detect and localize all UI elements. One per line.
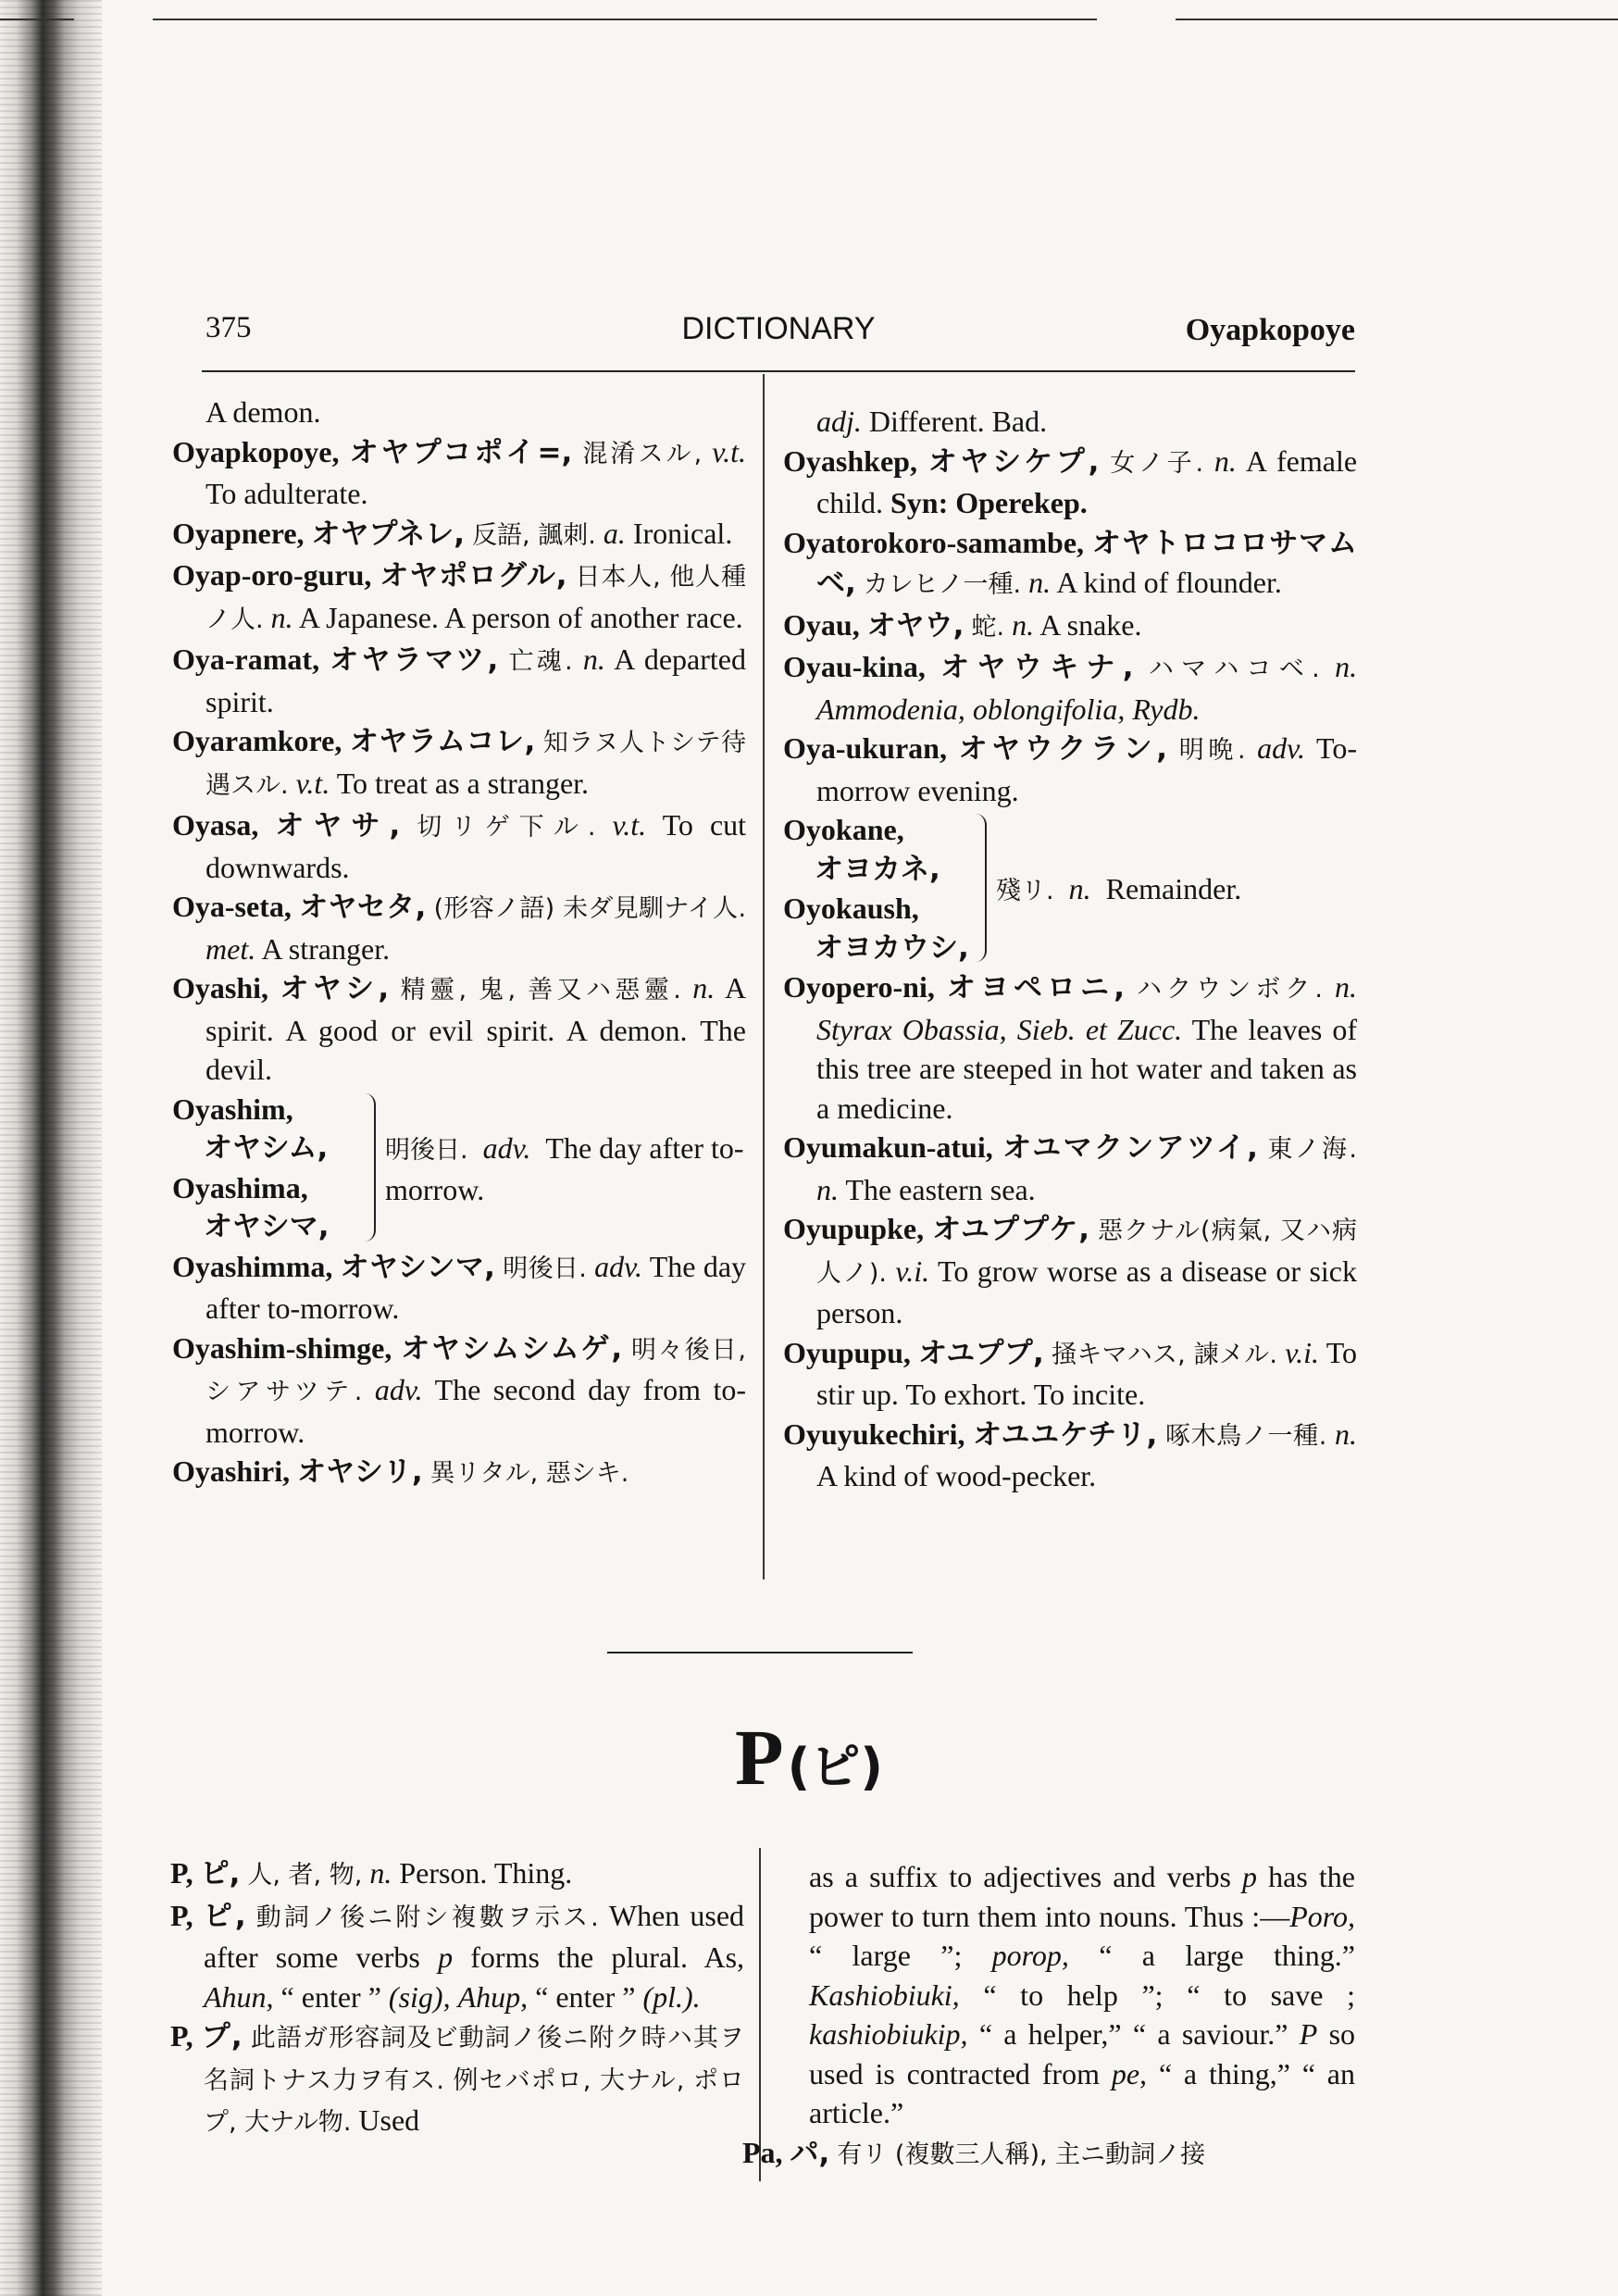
dictionary-entry: Oyuyukechiri, オユユケチリ, 啄木鳥ノ一種. n. A kind of wood-pecker. xyxy=(783,1416,1358,1492)
column-divider xyxy=(763,374,765,1579)
dictionary-entry: Oyashi, オヤシ, 精靈, 鬼, 善又ハ惡靈. n. A spirit. A good or evil spirit. A demon. The devil. xyxy=(172,971,747,1086)
section-rule xyxy=(607,1652,913,1653)
bracketed-entry: Oyokane, オヨカネ, Oyokaush, オヨカウシ, 殘リ. n. Remainder. xyxy=(783,813,1242,965)
dictionary-entry: Oyasa, オヤサ, 切リゲ下ル. v.t. To cut downwards. xyxy=(172,808,747,884)
dictionary-entry: Oyupupu, オユププ, 掻キマハス, 諫メル. v.i. To stir up. To exhort. To incite. xyxy=(783,1335,1358,1411)
guide-word: Oyapkopoye xyxy=(1185,313,1355,347)
dictionary-entry: Oyashkep, オヤシケプ, 女ノ子. n. A female child. Syn: Operekep. xyxy=(783,443,1358,519)
book-spine-shadow xyxy=(0,0,102,2296)
right-column xyxy=(783,402,1357,1496)
dictionary-entry: Oya-seta, オヤセタ, (形容ノ語) 未ダ見馴ナイ人. met. A stranger. xyxy=(172,890,747,966)
dictionary-entry: Oyupupke, オユププケ, 惡クナル(病氣, 又ハ病人ノ). v.i. To grow worse as a disease or sick person. xyxy=(783,1212,1358,1329)
running-title: DICTIONARY xyxy=(681,311,876,346)
entry-continuation: as a suffix to adjectives and verbs p has the power to turn them into nouns. Thus :—Poro, “ large ”; porop, “ a large thing.” Kashiobiuki, “ to help ”; “ to save ; kashiobiukip, “ a helper,” “ a saviour.” P so used is contracted from pe, “ a thing,” “ an article.” xyxy=(809,1860,1356,2129)
dictionary-entry: P, プ, 此語ガ形容詞及ビ動詞ノ後ニ附ク時ハ其ヲ名詞トナス力ヲ有ス. 例セバポロ, 大ナル, ポロプ, 大ナル物. Used xyxy=(170,2019,745,2137)
page-header xyxy=(202,306,1355,361)
section-kana: (ピ) xyxy=(787,1738,883,1796)
dictionary-entry: Oyapnere, オヤプネレ, 反語, 諷刺. a. Ironical. xyxy=(172,516,733,551)
dictionary-entry: Oyashimma, オヤシンマ, 明後日. adv. The day after to-morrow. xyxy=(172,1249,747,1325)
p-right-column xyxy=(742,1857,1356,2175)
top-rule-center xyxy=(153,19,1097,20)
page-number: 375 xyxy=(205,311,252,344)
dictionary-entry: Oyashiri, オヤシリ, 異リタル, 惡シキ. xyxy=(172,1454,629,1489)
top-rule-right xyxy=(1176,19,1618,20)
dictionary-entry: Oyau, オヤウ, 蛇. n. A snake. xyxy=(783,607,1142,643)
dictionary-entry: P, ピ, 人, 者, 物, n. Person. Thing. xyxy=(170,1856,573,1890)
header-rule xyxy=(202,370,1355,372)
left-column xyxy=(172,393,746,1494)
brace-mark xyxy=(974,814,987,962)
dictionary-entry: Oyaramkore, オヤラムコレ, 知ラヌ人トシテ待遇スル. v.t. To treat as a stranger. xyxy=(172,724,747,800)
dictionary-entry: Pa, パ, 有リ (複數三人稱), 主ニ動詞ノ接 xyxy=(742,2135,1206,2170)
p-left-column xyxy=(170,1853,744,2143)
dictionary-entry: P, ピ, 動詞ノ後ニ附シ複數ヲ示ス. When used after some verbs p forms the plural. As, Ahun, “ enter ” (sig), Ahup, “ enter ” (pl.). xyxy=(170,1898,745,2014)
dictionary-entry: Oya-ukuran, オヤウクラン, 明晩. adv. To-morrow evening. xyxy=(783,731,1357,807)
brace-mark xyxy=(363,1093,376,1242)
dictionary-entry: Oyatorokoro-samambe, オヤトロコロサマムベ, カレヒノ一種. n. A kind of flounder. xyxy=(783,525,1358,600)
dictionary-entry: Oyopero-ni, オヨペロニ, ハクウンボク. n. Styrax Obassia, Sieb. et Zucc. The leaves of this tree are steeped in hot water and taken as a medicine. xyxy=(783,970,1358,1125)
section-heading xyxy=(0,1711,1618,1803)
entry-continuation: A demon. xyxy=(205,395,321,429)
dictionary-entry: Oyapkopoye, オヤプコポイ=, 混淆スル, v.t. To adulterate. xyxy=(172,434,746,510)
dictionary-entry: Oyashim-shimge, オヤシムシムゲ, 明々後日, シアサツテ. adv. The second day from to-morrow. xyxy=(172,1330,747,1449)
section-letter: P xyxy=(735,1713,784,1802)
dictionary-entry: Oyau-kina, オヤウキナ, ハマハコベ. n. Ammodenia, oblongifolia, Rydb. xyxy=(783,650,1358,726)
column-divider-p xyxy=(759,1848,761,2181)
dictionary-entry: Oya-ramat, オヤラマツ, 亡魂. n. A departed spirit. xyxy=(172,643,747,718)
top-rule-left xyxy=(0,19,74,20)
entry-continuation: adj. Different. Bad. xyxy=(816,405,1048,438)
dictionary-entry: Oyumakun-atui, オユマクンアツイ, 東ノ海. n. The eastern sea. xyxy=(783,1130,1357,1206)
bracketed-entry: Oyashim, オヤシム, Oyashima, オヤシマ, 明後日. adv. The day after to-morrow. xyxy=(172,1092,744,1243)
dictionary-entry: Oyap-oro-guru, オヤポログル, 日本人, 他人種ノ人. n. A Japanese. A person of another race. xyxy=(172,558,747,634)
